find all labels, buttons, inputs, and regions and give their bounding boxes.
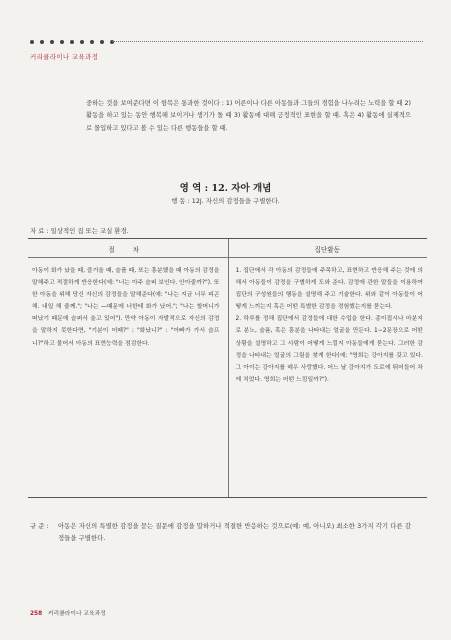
- column-divider: [228, 239, 229, 497]
- criterion-label: 규 준 :: [30, 522, 49, 530]
- dot: [90, 40, 94, 44]
- area-title: 영 역 : 12. 자아 개념: [179, 183, 272, 194]
- dot: [60, 40, 64, 44]
- intro-paragraph: 중하는 것을 보여준다면 이 항목은 통과한 것이다 : 1) 어른이나 다른 아동들과 그들의 경험을 나누려는 노력을 할 때 2) 활동을 하고 있는 동안 행복해 보이거나 생기가 돌 때 3) 활동에 대해 긍정적인 표현을 할 때. 혹은 4) 활동에 실제적으로 몰입하고 있다고 볼 수 있는 다른 행동들을 할 때.: [86, 100, 411, 132]
- header-group-activity: 집단활동: [314, 246, 340, 254]
- dot: [100, 40, 104, 44]
- footer-title: 커리큘라이나 교육과정: [47, 611, 106, 617]
- procedure-text: 아동이 화가 났을 때, 즐거울 때, 슬플 때, 또는 흥분했을 때 아동의 감정을 말해주고 적절하게 반응한다(예: "너는 아주 슬퍼 보인다. 안아줄까?"). 또한 아동을 위해 당신 자신의 감정들을 말해준다(예: "나는 지금 너무 피곤해. 내일 해 줄께."; "나는 —때문에 너한테 화가 났어."; "나는 할머니가 떠났기 때문에 슬퍼서 울고 있어"). 만약 아동이 자발적으로 자신의 감정을 말하지 못한다면, "기분이 어때?" : "화났니?" : "아빠가 가서 슬프니?"하고 물어서 아동의 표현능력을 점검한다.: [32, 268, 220, 347]
- group-activity-item-2: 2. 하루를 정해 집단에서 감정들에 대한 수업을 한다. 종이접시나 마분지로 분노, 슬픔, 혹은 흥분을 나타내는 얼굴을 만든다. 1∼2문장으로 어떤 상황을 설명하고 그 사람이 어떻게 느낄지 아동들에게 묻는다. 그러한 감정을 나타내는 얼굴의 그림을 찾게 한다(예: "영희는 강아지를 갖고 있다. 그 아이는 강아지를 매우 사랑했다. 어느 날 강아지가 도로에 뛰어들어 차에 치었다. 영희는 어떤 느낌일까?").: [235, 316, 423, 383]
- header-divider: [110, 41, 423, 42]
- dot: [70, 40, 74, 44]
- criterion-text: 아동은 자신의 특별한 감정을 묻는 질문에 감정을 말하거나 적절한 반응하는 것으로(예: 예, 아니오) 최소한 3가지 각기 다른 감정들을 구별한다.: [58, 522, 411, 543]
- running-head: 커리큘라이나 교육과정: [30, 53, 99, 61]
- procedure-table: [28, 238, 427, 498]
- dot: [50, 40, 54, 44]
- materials-line: 자 료 : 일상적인 집 또는 교실 환경.: [30, 227, 129, 235]
- group-activity-item-1: 1. 집단에서 각 아동의 감정들에 주목하고, 표현하고 반응해 주는 것에 의해서 아동들이 감정을 구별하게 도와 준다. 감정에 관한 말들을 이용하여 집단의 구성원들의 행동을 설명해 주고 기술한다. 위와 같이 아동들이 어떻게 느끼는지 혹은 어떤 특별한 감정을 경험했는지를 묻는다.: [235, 268, 423, 311]
- header-dots: [30, 40, 114, 44]
- dot: [30, 40, 34, 44]
- dot: [80, 40, 84, 44]
- group-activity-cell: [236, 265, 424, 386]
- dot: [40, 40, 44, 44]
- page-footer: [30, 608, 106, 617]
- procedure-cell: [32, 265, 220, 350]
- header-procedure: 절 차: [108, 246, 148, 254]
- criterion-block: [30, 520, 411, 545]
- page-number: 258: [30, 611, 43, 617]
- area-goal: 행 동 : 12j. 자신의 감정들을 구별한다.: [171, 197, 280, 205]
